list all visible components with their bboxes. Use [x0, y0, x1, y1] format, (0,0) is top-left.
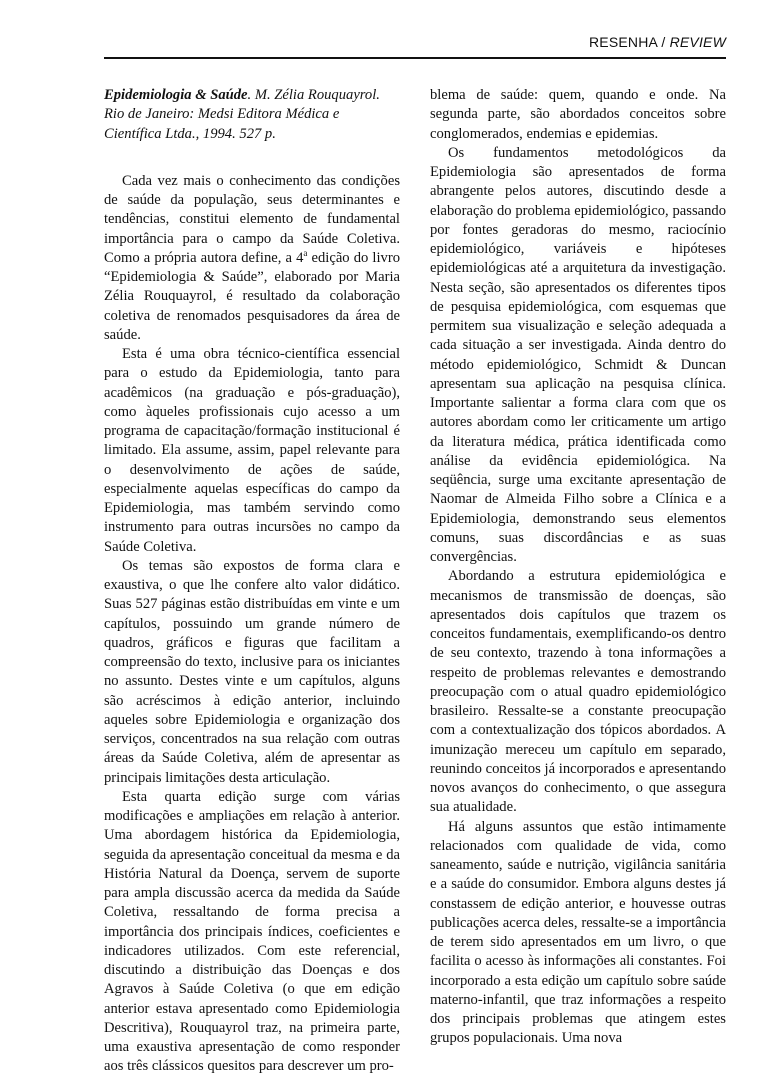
paragraph-continued: blema de saúde: quem, quando e onde. Na segunda parte, são abordados conceitos sobre conglomerados, endemias e epidemias.: [430, 87, 726, 142]
paragraph: Abordando a estrutura epidemiológica e mecanismos de transmissão de doenças, são apresentados dois capítulos que trazem os conceitos fundamentais, exemplificando-os dentro de seu contexto, trazendo à tona informações a respeito de problemas relevantes e demostrando preocupação com o atual quadro epidemiológico brasileiro. Ressalte-se a constante preocupação com a contextualização dos tópicos abordados. A imunização mereceu um capítulo em separado, reunindo conceitos já incorporados e apresentando novos avanços do conhecimento, o que assegura sua atualidade.: [430, 568, 726, 816]
header-rule: [104, 57, 726, 59]
book-details: . M. Zélia Rouquayrol. Rio de Janeiro: Medsi Editora Médica e Científica Ltda., 1994. 527 p.: [104, 87, 380, 142]
ordinal-superscript: a: [303, 247, 308, 258]
section-label-en: REVIEW: [669, 34, 726, 50]
paragraph-text: edição do livro “Epidemiologia & Saúde”, elaborado por Maria Zélia Rouquayrol, é resultado da colaboração coletiva de renomados pesquisadores da área de saúde.: [104, 249, 400, 343]
paragraph: Os temas são expostos de forma clara e exaustiva, o que lhe confere alto valor didático. Suas 527 páginas estão distribuídas em vinte e um capítulos, possuindo um grande número de quadros, gráficos e figuras que facilitam a compreensão do texto, inclusive para os iniciantes no assunto. Destes vinte e um capítulos, alguns são acréscimos à edição anterior, incluindo aqueles sobre Epidemiologia e organização dos serviços, concentrados na sua relação com outras áreas da Saúde Coletiva, além de apresentar as principais limitações desta articulação.: [104, 557, 400, 786]
paragraph-text: Cada vez mais o conhecimento das condições de saúde da população, seus determinantes e tendências, constitui elemento de fundamental importância para o campo da Saúde Coletiva. Como a própria autora define, a 4: [104, 172, 400, 266]
left-column: [104, 86, 400, 1077]
right-column: [430, 86, 726, 1049]
paragraph: Os fundamentos metodológicos da Epidemiologia são apresentados de forma abrangente pelos autores, discutindo desde a elaboração do problema epidemiológico, passando por fontes geradoras do mesmo, raciocínio epidemiológico, variáveis e hipóteses epidemiológicas até a arquitetura da investigação. Nesta seção, são apresentados os diferentes tipos de pesquisa epidemiológica, com esquemas que permitem sua visualização e seleção adequada a cada situação a ser investigada. Ainda dentro do método epidemiológico, Schmidt & Duncan apresentam sua aplicação na pesquisa clínica. Importante salientar a forma clara com que os autores abordam como ler criticamente um artigo da literatura médica, prática identificada como análise da evidência epidemiológica. Na seqüência, surge uma excitante apresentação de Naomar de Almeida Filho sobre a Clínica e a Epidemiologia, demonstrando seus elementos comuns, suas discordâncias e as suas convergências.: [430, 144, 726, 565]
section-separator: /: [657, 34, 670, 50]
book-citation: [104, 86, 400, 144]
book-title: Epidemiologia & Saúde: [104, 87, 248, 103]
running-head: [589, 34, 726, 50]
paragraph: Esta quarta edição surge com várias modificações e ampliações em relação à anterior. Uma abordagem histórica da Epidemiologia, seguida da apresentação conceitual da mesma e da História Natural da Doença, servem de suporte para ampla discussão acerca da medida da Saúde Coletiva, ressaltando de forma precisa a importância dos principais índices, coeficientes e indicadores utilizados. Com este referencial, discutindo a distribuição das Doenças e dos Agravos à Saúde Coletiva (o que em edição anterior estava apresentado como Epidemiologia Descritiva), Rouquayrol traz, na primeira parte, uma exaustiva apresentação de como responder aos três clássicos quesitos para descrever um pro-: [104, 788, 400, 1075]
section-label: RESENHA: [588, 34, 658, 50]
paragraph: Esta é uma obra técnico-científica essencial para o estudo da Epidemiologia, tanto para acadêmicos (na graduação e pós-graduação), como àqueles profissionais cujo acesso a um programa de capacitação/formação institucional é limitado. Ela assume, assim, papel relevante para o desenvolvimento de ações de saúde, especialmente aquelas específicas do campo da Epidemiologia, mas também servindo como instrumento para outras incursões no campo da Saúde Coletiva.: [104, 346, 400, 555]
paragraph: Há alguns assuntos que estão intimamente relacionados com qualidade de vida, como saneamento, saúde e nutrição, vigilância sanitária e a saúde do consumidor. Embora alguns destes já constassem de edição anterior, e houvesse outras publicações acerca deles, ressalte-se a importância de terem sido apresentados em um livro, o que facilita o acesso às informações ali constantes. Foi incorporado a esta edição um capítulo sobre saúde materno-infantil, que traz informações a respeito dos principais problemas que atingem estes grupos populacionais. Uma nova: [430, 818, 726, 1047]
paragraph: [104, 172, 400, 345]
